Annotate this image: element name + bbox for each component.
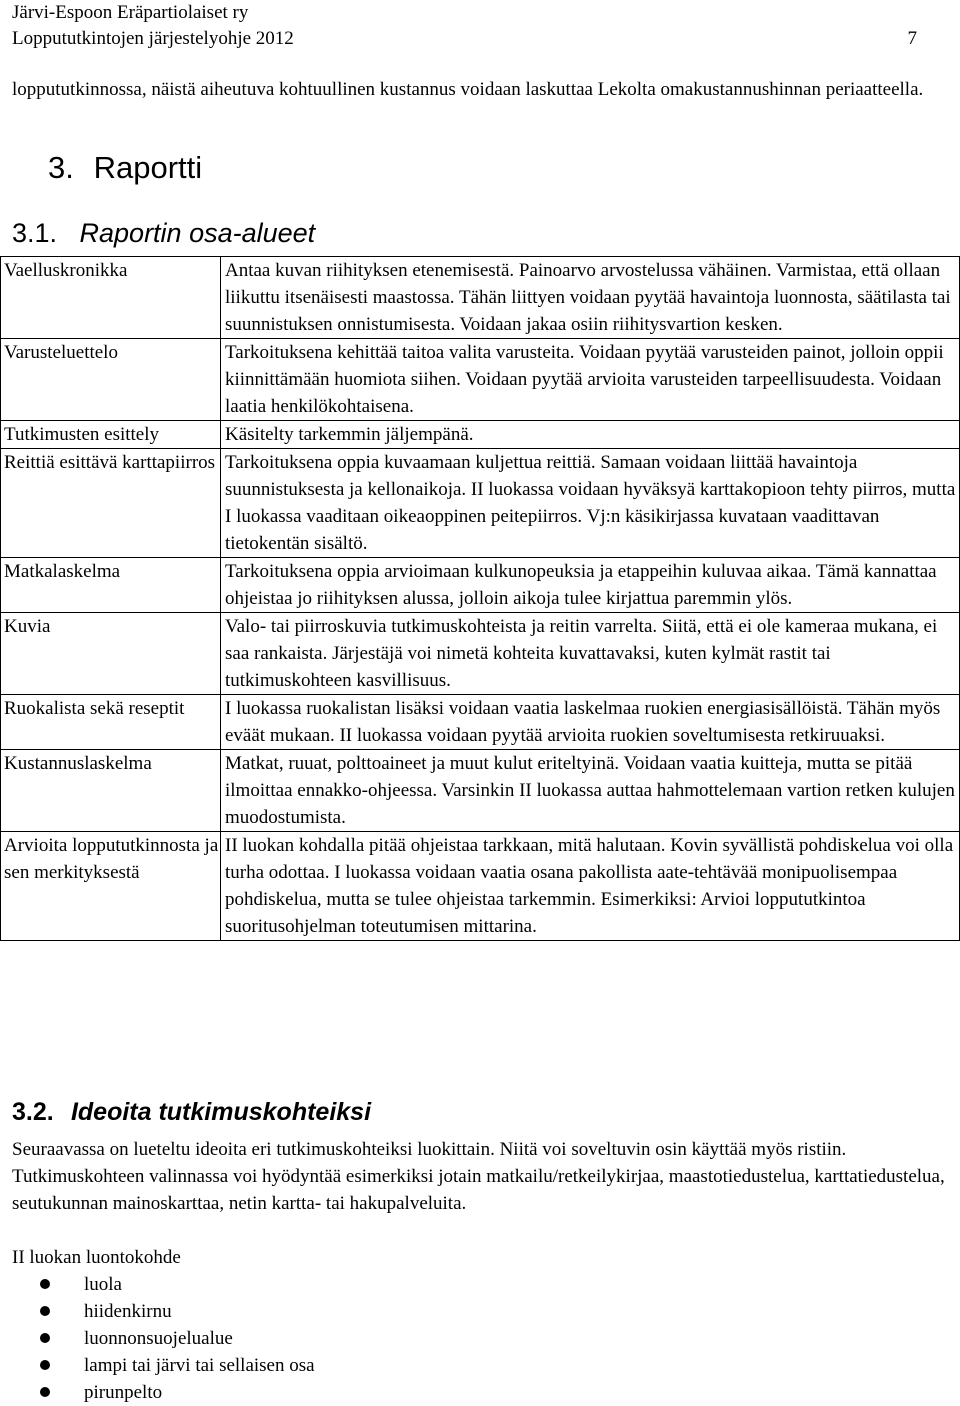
section-3-2-paragraph: Seuraavassa on lueteltu ideoita eri tutkimuskohteiksi luokittain. Niitä voi soveltuvin osin käyttää myös ristiin. Tutkimuskohteen valinnassa voi hyödyntää esimerkiksi jotain matkailu/retkeilykirjaa, maastotiedustelua, karttatiedustelua, seutukunnan mainoskarttaa, netin kartta- tai hakupalveluita.: [12, 1139, 945, 1214]
list-item: [12, 1271, 315, 1298]
section-description: Antaa kuvan riihityksen etenemisestä. Painoarvo arvostelussa vähäinen. Varmistaa, että ollaan liikuttu itsenäisesti maastossa. Tähän liittyen voidaan pyytää havaintoja luonnosta, säätilasta tai suunnistuksen onnistumisesta. Voidaan jakaa osiin riihitysvartion kesken.: [221, 257, 960, 339]
section-3-1-number: 3.1.: [12, 218, 58, 248]
section-3-2-title: Ideoita tutkimuskohteiksi: [70, 1098, 372, 1126]
section-description: Valo- tai piirroskuvia tutkimuskohteista ja reitin varrelta. Siitä, että ei ole kameraa mukana, ei saa rankaista. Järjestäjä voi nimetä kohteita kuvattavaksi, kuten kylmät rastit tai tutkimuskohteen kasvillisuus.: [221, 613, 960, 695]
intro-paragraph: loppututkinnossa, näistä aiheutuva kohtuullinen kustannus voidaan laskuttaa Lekolta omakustannushinnan periaatteella.: [12, 79, 924, 100]
page-number: 7: [907, 28, 917, 49]
table-row: [1, 449, 960, 558]
research-target-list: [12, 1271, 315, 1406]
section-term: Kuvia: [1, 613, 221, 695]
list-item: [12, 1379, 315, 1406]
page-header: [12, 0, 917, 52]
table-row: [1, 257, 960, 339]
table-row: [1, 832, 960, 941]
list-item-text: pirunpelto: [84, 1382, 163, 1403]
table-row: [1, 613, 960, 695]
bullet-icon: [40, 1360, 50, 1370]
section-description: Tarkoituksena oppia kuvaamaan kuljettua reittiä. Samaan voidaan liittää havaintoja suunnistuksesta ja kellonaikoja. II luokassa voidaan hyväksyä karttakopioon tehty piirros, mutta I luokassa vaaditaan oikeaoppinen peitepiirros. Vj:n käsikirjassa kuvataan vaadittavan tietokentän sisältö.: [221, 449, 960, 558]
section-description: I luokassa ruokalistan lisäksi voidaan vaatia laskelmaa ruokien energiasisällöistä. Tähän myös eväät mukaan. II luokassa voidaan pyytää arvioita ruokien soveltumisesta retkiruuaksi.: [221, 695, 960, 750]
header-org-row: [12, 0, 917, 26]
list-item-text: luonnonsuojelualue: [84, 1328, 233, 1349]
list-item-text: hiidenkirnu: [84, 1301, 172, 1322]
section-3-1-heading: [12, 214, 315, 252]
section-description: Tarkoituksena oppia arvioimaan kulkunopeuksia ja etappeihin kuluvaa aikaa. Tämä kannattaa ohjeistaa jo riihityksen alussa, jolloin aikoja tulee kirjattua paremmin ylös.: [221, 558, 960, 613]
header-org: Järvi-Espoon Eräpartiolaiset ry: [12, 2, 249, 23]
section-term: Matkalaskelma: [1, 558, 221, 613]
list-item-text: luola: [84, 1274, 122, 1295]
section-term: Ruokalista sekä reseptit: [1, 695, 221, 750]
section-description: II luokan kohdalla pitää ohjeistaa tarkkaan, mitä halutaan. Kovin syvällistä pohdiskelua voi olla turha odottaa. I luokassa voidaan vaatia osana pakollista aate-tehtävää monipuolisempaa pohdiskelua, mutta se tulee ohjeistaa tarkemmin. Esimerkiksi: Arvioi loppututkintoa suoritusohjelman toteutumisen mittarina.: [221, 832, 960, 941]
section-3-number: 3.: [48, 150, 74, 185]
bullet-icon: [40, 1306, 50, 1316]
section-description: Matkat, ruuat, polttoaineet ja muut kulut eriteltyinä. Voidaan vaatia kuitteja, mutta se pitää ilmoittaa ennakko-ohjeessa. Varsinkin II luokassa auttaa hahmottelemaan vartion retken kulujen muodostumista.: [221, 750, 960, 832]
table-row: [1, 339, 960, 421]
table-row: [1, 421, 960, 449]
bullet-icon: [40, 1279, 50, 1289]
section-term: Tutkimusten esittely: [1, 421, 221, 449]
section-3-2-heading: [12, 1094, 371, 1130]
header-doc-title: Loppututkintojen järjestelyohje 2012: [12, 28, 294, 49]
section-3-2-number: 3.2.: [12, 1098, 54, 1126]
section-term: Kustannuslaskelma: [1, 750, 221, 832]
table-row: [1, 750, 960, 832]
section-description: Tarkoituksena kehittää taitoa valita varusteita. Voidaan pyytää varusteiden painot, jolloin oppii kiinnittämään huomiota siihen. Voidaan pyytää arvioita varusteiden tarpeellisuudesta. Voidaan laatia henkilökohtaisena.: [221, 339, 960, 421]
section-term: Arvioita loppututkinnosta ja sen merkityksestä: [1, 832, 221, 941]
table-row: [1, 558, 960, 613]
list-item: [12, 1298, 315, 1325]
bullet-icon: [40, 1387, 50, 1397]
section-term: Vaelluskronikka: [1, 257, 221, 339]
section-3-title: Raportti: [93, 150, 203, 185]
list-heading: II luokan luontokohde: [12, 1247, 181, 1268]
section-term: Varusteluettelo: [1, 339, 221, 421]
list-item: [12, 1325, 315, 1352]
section-term: Reittiä esittävä karttapiirros: [1, 449, 221, 558]
header-title-row: [12, 26, 917, 52]
list-item-text: lampi tai järvi tai sellaisen osa: [84, 1355, 315, 1376]
bullet-icon: [40, 1333, 50, 1343]
section-3-heading: [48, 148, 202, 188]
table-row: [1, 695, 960, 750]
section-3-1-title: Raportin osa-alueet: [79, 218, 316, 248]
section-description: Käsitelty tarkemmin jäljempänä.: [221, 421, 960, 449]
report-sections-table: [0, 256, 960, 941]
list-item: [12, 1352, 315, 1379]
